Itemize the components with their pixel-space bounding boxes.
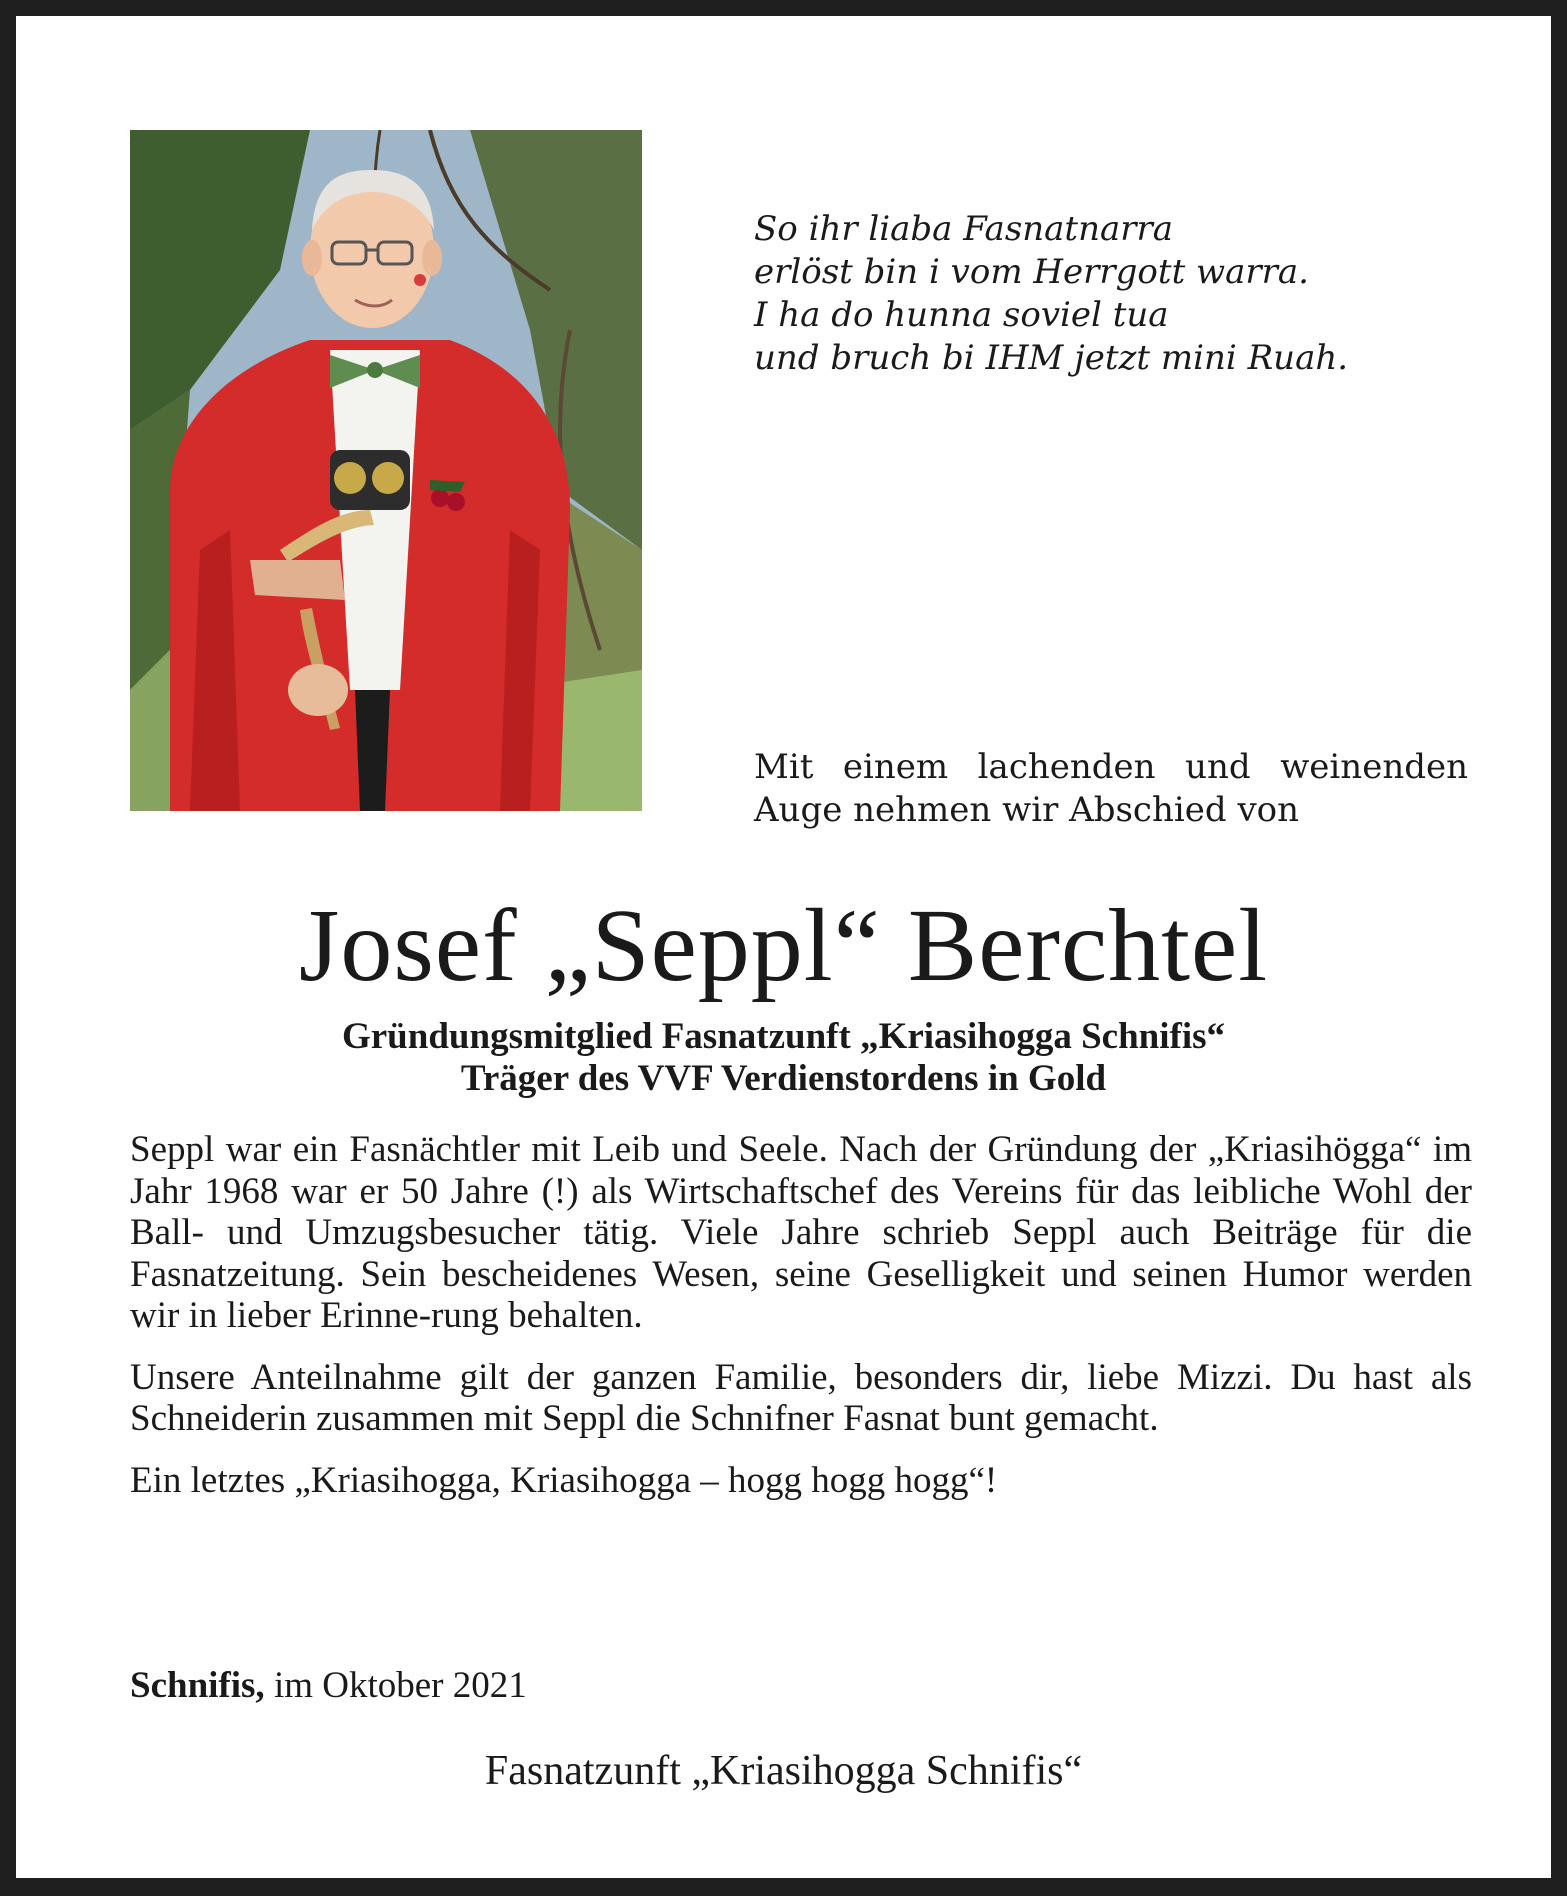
signature: Fasnatzunft „Kriasihogga Schnifis“	[484, 1748, 1083, 1794]
body-paragraph: Ein letztes „Kriasihogga, Kriasihogga – hogg hogg hogg“!	[130, 1459, 998, 1501]
poem-line: erlöst bin i vom Herrgott warra.	[754, 252, 1309, 292]
deceased-titles	[16, 1016, 1551, 1100]
poem-line: I ha do hunna soviel tua	[754, 295, 1169, 335]
honor-title: Träger des VVF Verdienstordens in Gold	[460, 1058, 1107, 1099]
intro-line: Mit einem lachenden und weinenden	[754, 747, 1468, 787]
portrait-illustration	[130, 130, 642, 811]
body-paragraph: Seppl war ein Fasnächtler mit Leib und Seele. Nach der Gründung der „Kriasihögga“ im Jahr 1968 war er 50 Jahre (!) als Wirtschaftschef des Vereins für das leibliche Wohl der Ball- und Umzugsbesucher tätig. Viele Jahre schrieb Seppl auch Beiträge für die Fasnatzeitung. Sein bescheidenes Wesen, seine Geselligkeit und seinen Humor werden wir in lieber Erinne-rung behalten.	[130, 1129, 1472, 1336]
founding-member-title: Gründungsmitglied Fasnatzunft „Kriasihogga Schnifis“	[341, 1016, 1225, 1057]
deceased-name: Josef „Seppl“ Berchtel	[298, 888, 1269, 1003]
intro-line: Auge nehmen wir Abschied von	[754, 790, 1300, 830]
portrait-photo	[130, 130, 642, 811]
poem-line: So ihr liaba Fasnatnarra	[754, 209, 1174, 249]
poem-line: und bruch bi IHM jetzt mini Ruah.	[754, 338, 1349, 378]
obituary-text	[130, 1129, 1472, 1521]
farewell-intro	[754, 746, 1468, 832]
body-paragraph: Unsere Anteilnahme gilt der ganzen Familie, besonders dir, liebe Mizzi. Du hast als Schneiderin zusammen mit Seppl die Schnifner Fasnat bunt gemacht.	[130, 1356, 1472, 1439]
place-date: im Oktober 2021	[273, 1665, 527, 1706]
place-town: Schnifis,	[130, 1665, 265, 1706]
place-and-date	[130, 1664, 527, 1708]
obituary-page	[16, 16, 1551, 1878]
poem	[754, 208, 1348, 380]
